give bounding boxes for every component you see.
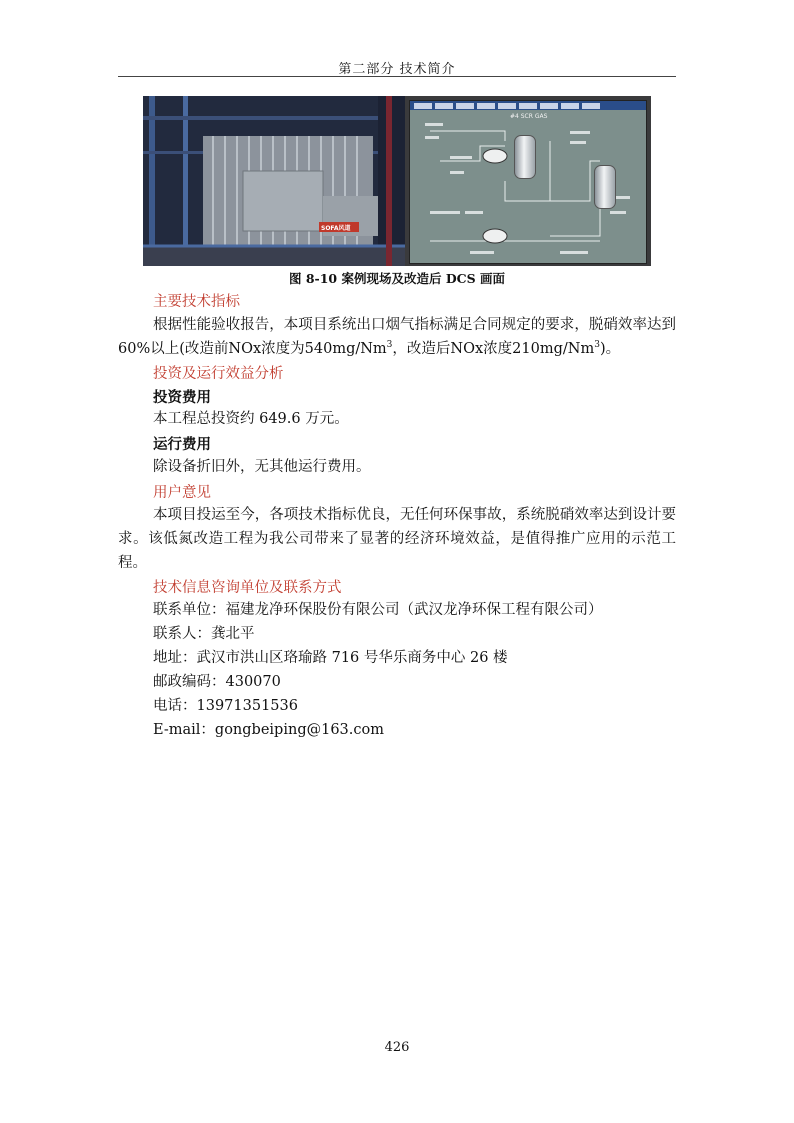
contact-postcode: 邮政编码：430070	[153, 674, 281, 690]
figure-caption: 图 8-10 案例现场及改造后 DCS 画面	[288, 271, 505, 286]
indicators-text-c: )。	[599, 341, 621, 357]
cost-heading: 投资费用	[153, 390, 211, 406]
site-photo-drawing	[143, 96, 405, 266]
page-header: 第二部分 技术简介	[338, 62, 456, 77]
indicators-paragraph	[118, 313, 676, 361]
feedback-text: 本项目投运至今，各项技术指标优良，无任何环保事故，系统脱硝效率达到设计要求。该低氮改造工程为我公司带来了显著的经济环境效益，是值得推广应用的示范工程。	[118, 507, 676, 571]
reactor-tank-1	[514, 135, 536, 179]
page-number: 426	[384, 1040, 410, 1055]
operating-cost-text: 除设备折旧外，无其他运行费用。	[153, 459, 371, 475]
sofa-duct-label: SOFA风道	[321, 225, 351, 232]
contact-person: 联系人：龚北平	[153, 626, 255, 642]
site-photo	[143, 96, 405, 266]
contact-phone: 电话：13971351536	[153, 698, 298, 714]
section-heading-feedback: 用户意见	[153, 485, 211, 501]
section-heading-investment: 投资及运行效益分析	[153, 366, 284, 382]
superscript-b: 3	[594, 340, 600, 351]
cost-text: 本工程总投资约 649.6 万元。	[153, 411, 349, 427]
section-heading-contact: 技术信息咨询单位及联系方式	[153, 580, 342, 596]
dcs-screen-photo	[405, 96, 651, 266]
contact-address: 地址：武汉市洪山区珞瑜路 716 号华乐商务中心 26 楼	[153, 650, 508, 666]
case-figure	[143, 96, 651, 266]
indicators-text-a: 根据性能验收报告，本项目系统出口烟气指标满足合同规定的要求，脱硝效率达到60%以上(改造前NOx浓度为540mg/Nm	[118, 317, 676, 357]
feedback-paragraph	[118, 503, 676, 575]
contact-company: 联系单位：福建龙净环保股份有限公司（武汉龙净环保工程有限公司）	[153, 602, 603, 618]
operating-cost-heading: 运行费用	[153, 437, 211, 453]
dcs-screen	[409, 100, 647, 264]
superscript-a: 3	[386, 340, 393, 351]
reactor-tank-2	[594, 165, 616, 209]
section-heading-indicators: 主要技术指标	[153, 294, 240, 310]
header-rule	[118, 76, 676, 77]
indicators-text-b: ，改造后NOx浓度210mg/Nm	[392, 341, 595, 357]
contact-email[interactable]: E-mail：gongbeiping@163.com	[153, 722, 384, 738]
dcs-title: #4 SCR GAS	[510, 113, 548, 120]
